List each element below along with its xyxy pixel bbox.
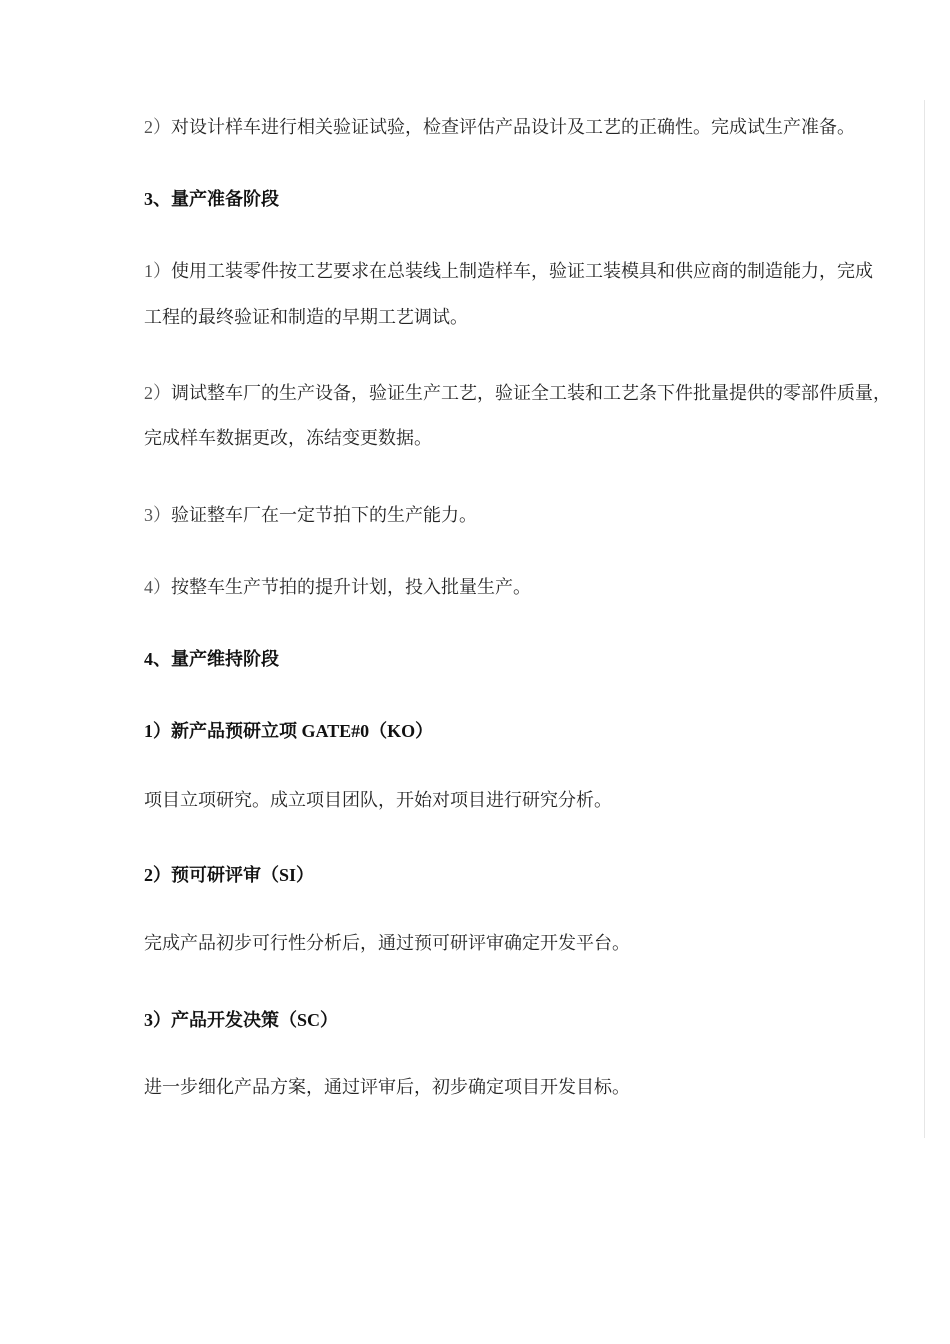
list-number: 4） — [144, 577, 171, 597]
list-number: 2） — [144, 865, 171, 885]
paragraph-line — [144, 259, 873, 284]
heading-text: 新产品预研立项 — [171, 721, 297, 742]
line-text: 调试整车厂的生产设备，验证生产工艺，验证全工装和工艺条下件批量提供的零部件质量， — [171, 383, 891, 404]
line-text: 验证整车厂在一定节拍下的生产能力。 — [171, 505, 477, 526]
section-heading — [144, 187, 279, 212]
paragraph-line — [144, 381, 891, 406]
heading-text: 预可研评审 — [171, 865, 261, 886]
line-text: 对设计样车进行相关验证试验，检查评估产品设计及工艺的正确性。完成试生产准备。 — [171, 117, 855, 138]
list-number: 2） — [144, 117, 171, 137]
heading-text: 量产维持阶段 — [171, 649, 279, 670]
subsection-heading — [144, 1008, 338, 1033]
paragraph-line — [144, 503, 477, 528]
paragraph-line — [144, 932, 630, 956]
list-number: 3） — [144, 1010, 171, 1030]
paragraph-line — [144, 115, 855, 140]
subsection-heading — [144, 719, 433, 744]
line-text: 进一步细化产品方案，通过评审后，初步确定项目开发目标。 — [144, 1077, 630, 1098]
line-text: 完成样车数据更改，冻结变更数据。 — [144, 428, 432, 449]
heading-code: （SC） — [279, 1010, 339, 1030]
line-text: 项目立项研究。成立项目团队，开始对项目进行研究分析。 — [144, 790, 612, 811]
paragraph-line — [144, 1076, 630, 1100]
paragraph-line-continuation — [144, 427, 432, 451]
heading-code: （SI） — [261, 865, 315, 885]
heading-text: 产品开发决策 — [171, 1010, 279, 1031]
section-number: 3、 — [144, 189, 171, 209]
subsection-heading — [144, 863, 314, 888]
paragraph-line — [144, 789, 612, 813]
line-text: 完成产品初步可行性分析后，通过预可研评审确定开发平台。 — [144, 933, 630, 954]
line-text: 按整车生产节拍的提升计划，投入批量生产。 — [171, 577, 531, 598]
section-heading — [144, 647, 279, 672]
section-number: 4、 — [144, 649, 171, 669]
paragraph-line-continuation — [144, 306, 468, 330]
heading-text: 量产准备阶段 — [171, 189, 279, 210]
heading-code: GATE#0（KO） — [297, 721, 434, 741]
list-number: 1） — [144, 721, 171, 741]
page-edge-rule — [924, 100, 925, 1138]
list-number: 2） — [144, 383, 171, 403]
line-text: 工程的最终验证和制造的早期工艺调试。 — [144, 307, 468, 328]
line-text: 使用工装零件按工艺要求在总装线上制造样车，验证工装模具和供应商的制造能力，完成 — [171, 261, 873, 282]
list-number: 1） — [144, 261, 171, 281]
paragraph-line — [144, 575, 531, 600]
list-number: 3） — [144, 505, 171, 525]
